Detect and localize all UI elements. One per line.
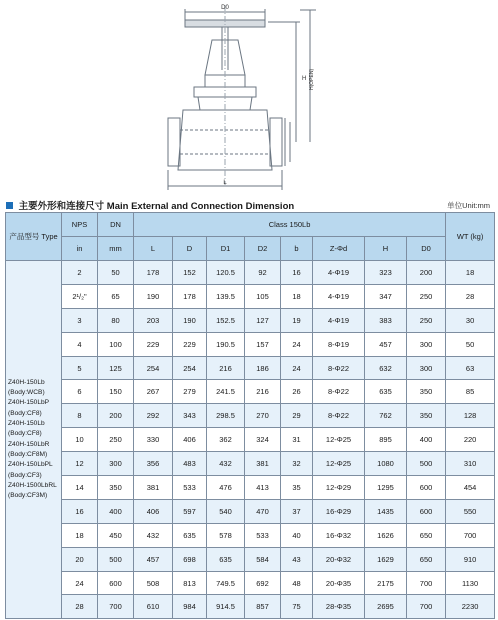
table-cell: 100 — [98, 332, 134, 356]
table-cell: 650 — [407, 523, 446, 547]
table-cell: 254 — [134, 356, 173, 380]
table-cell: 610 — [134, 595, 173, 619]
table-cell: 356 — [134, 452, 173, 476]
table-cell: 128 — [446, 404, 495, 428]
table-cell: 362 — [207, 428, 245, 452]
table-cell: 4 — [62, 332, 98, 356]
table-cell: 635 — [207, 547, 245, 571]
table-cell: 229 — [134, 332, 173, 356]
table-cell: 16-Φ32 — [313, 523, 365, 547]
table-cell: 203 — [134, 308, 173, 332]
table-cell: 4-Φ19 — [313, 308, 365, 332]
table-cell: 457 — [365, 332, 407, 356]
table-cell: 150 — [98, 380, 134, 404]
table-cell: 1080 — [365, 452, 407, 476]
table-cell: 533 — [245, 523, 281, 547]
table-cell: 63 — [446, 356, 495, 380]
table-row — [6, 308, 495, 332]
table-cell: 2230 — [446, 595, 495, 619]
table-cell: 381 — [134, 476, 173, 500]
table-cell: 28 — [62, 595, 98, 619]
l-label: L — [223, 180, 227, 186]
table-cell: 216 — [245, 380, 281, 404]
table-cell: 20-Φ32 — [313, 547, 365, 571]
table-row — [6, 523, 495, 547]
table-cell: 152 — [173, 261, 207, 285]
table-cell: 8-Φ22 — [313, 356, 365, 380]
table-cell: 381 — [245, 452, 281, 476]
gate-valve-drawing — [0, 0, 498, 195]
table-cell: 2¹/₂" — [62, 284, 98, 308]
sub-col-header: b — [281, 237, 313, 261]
table-cell: 5 — [62, 356, 98, 380]
table-cell: 178 — [134, 261, 173, 285]
table-cell: 550 — [446, 499, 495, 523]
table-cell: 2175 — [365, 571, 407, 595]
sub-col-header: D2 — [245, 237, 281, 261]
table-cell: 216 — [207, 356, 245, 380]
table-cell: 914.5 — [207, 595, 245, 619]
table-cell: 454 — [446, 476, 495, 500]
table-cell: 48 — [281, 571, 313, 595]
table-cell: 19 — [281, 308, 313, 332]
table-cell: 125 — [98, 356, 134, 380]
table-cell: 584 — [245, 547, 281, 571]
table-cell: 762 — [365, 404, 407, 428]
table-cell: 813 — [173, 571, 207, 595]
table-cell: 200 — [407, 261, 446, 285]
section-title-chinese: 主要外形和连接尺寸 — [18, 201, 105, 212]
type-line: Z40H-150LbP — [8, 399, 50, 407]
table-cell: 700 — [407, 571, 446, 595]
table-cell: 508 — [134, 571, 173, 595]
table-row — [6, 571, 495, 595]
type-line: (Body:CF8) — [8, 430, 42, 438]
table-cell: 31 — [281, 428, 313, 452]
table-row — [6, 261, 495, 285]
table-cell: 270 — [245, 404, 281, 428]
table-cell: 43 — [281, 547, 313, 571]
table-cell: 857 — [245, 595, 281, 619]
table-cell: 12 — [62, 452, 98, 476]
table-cell: 220 — [446, 428, 495, 452]
sub-col-header: H — [365, 237, 407, 261]
table-row — [6, 499, 495, 523]
table-cell: 600 — [407, 476, 446, 500]
sub-col-header: D0 — [407, 237, 446, 261]
table-cell: 635 — [365, 380, 407, 404]
table-cell: 350 — [407, 404, 446, 428]
table-cell: 32 — [281, 452, 313, 476]
table-cell: 310 — [446, 452, 495, 476]
table-cell: 190 — [173, 308, 207, 332]
table-row — [6, 595, 495, 619]
table-cell: 14 — [62, 476, 98, 500]
table-cell: 8-Φ19 — [313, 332, 365, 356]
table-cell: 457 — [134, 547, 173, 571]
type-line: (Body:CF8M) — [8, 450, 48, 458]
type-line: (Body:WCB) — [8, 389, 45, 397]
table-cell: 324 — [245, 428, 281, 452]
header-class: Class 150Lb — [134, 213, 446, 237]
table-cell: 29 — [281, 404, 313, 428]
table-cell: 50 — [446, 332, 495, 356]
table-cell: 190.5 — [207, 332, 245, 356]
table-cell: 984 — [173, 595, 207, 619]
table-cell: 139.5 — [207, 284, 245, 308]
table-cell: 700 — [407, 595, 446, 619]
type-line: Z40H-150LbR — [8, 440, 50, 448]
table-cell: 383 — [365, 308, 407, 332]
type-line: (Body:CF3) — [8, 471, 42, 479]
table-cell: 190 — [134, 284, 173, 308]
header-wt: WT (kg) — [446, 213, 495, 261]
table-cell: 12-Φ29 — [313, 476, 365, 500]
table-cell: 8-Φ22 — [313, 380, 365, 404]
table-cell: 24 — [62, 571, 98, 595]
sub-col-header: D1 — [207, 237, 245, 261]
table-row — [6, 476, 495, 500]
dimension-table — [5, 212, 495, 619]
table-cell: 650 — [407, 547, 446, 571]
table-cell: 6 — [62, 380, 98, 404]
table-cell: 16-Φ29 — [313, 499, 365, 523]
table-cell: 406 — [134, 499, 173, 523]
table-cell: 698 — [173, 547, 207, 571]
table-cell: 50 — [98, 261, 134, 285]
table-cell: 18 — [281, 284, 313, 308]
table-cell: 330 — [134, 428, 173, 452]
table-cell: 292 — [134, 404, 173, 428]
table-row — [6, 380, 495, 404]
table-cell: 16 — [281, 261, 313, 285]
table-row — [6, 332, 495, 356]
table-cell: 1629 — [365, 547, 407, 571]
table-cell: 4-Φ19 — [313, 284, 365, 308]
table-cell: 250 — [98, 428, 134, 452]
table-cell: 533 — [173, 476, 207, 500]
table-cell: 323 — [365, 261, 407, 285]
table-cell: 895 — [365, 428, 407, 452]
table-cell: 16 — [62, 499, 98, 523]
type-line: Z40H-150LbPL — [8, 461, 53, 469]
table-cell: 300 — [98, 452, 134, 476]
table-cell: 8 — [62, 404, 98, 428]
table-cell: 500 — [407, 452, 446, 476]
table-cell: 300 — [407, 356, 446, 380]
table-cell: 500 — [98, 547, 134, 571]
table-cell: 413 — [245, 476, 281, 500]
table-cell: 12-Φ25 — [313, 452, 365, 476]
table-cell: 692 — [245, 571, 281, 595]
table-row — [6, 356, 495, 380]
table-cell: 279 — [173, 380, 207, 404]
table-cell: 10 — [62, 428, 98, 452]
table-cell: 483 — [173, 452, 207, 476]
table-cell: 450 — [98, 523, 134, 547]
table-cell: 120.5 — [207, 261, 245, 285]
table-cell: 2695 — [365, 595, 407, 619]
subheader-row — [6, 237, 495, 261]
table-cell: 2 — [62, 261, 98, 285]
table-cell: 350 — [98, 476, 134, 500]
table-cell: 406 — [173, 428, 207, 452]
table-cell: 28-Φ35 — [313, 595, 365, 619]
table-cell: 1295 — [365, 476, 407, 500]
table-cell: 65 — [98, 284, 134, 308]
table-cell: 600 — [407, 499, 446, 523]
table-cell: 92 — [245, 261, 281, 285]
table-cell: 1435 — [365, 499, 407, 523]
type-line: Z40H-1500LbRL — [8, 481, 57, 489]
table-cell: 749.5 — [207, 571, 245, 595]
table-cell: 350 — [407, 380, 446, 404]
table-cell: 1130 — [446, 571, 495, 595]
table-cell: 250 — [407, 308, 446, 332]
table-row — [6, 547, 495, 571]
table-cell: 229 — [173, 332, 207, 356]
sub-col-header: L — [134, 237, 173, 261]
table-cell: 157 — [245, 332, 281, 356]
table-cell: 178 — [173, 284, 207, 308]
unit-label: 单位Unit:mm — [447, 201, 490, 210]
table-cell: 432 — [207, 452, 245, 476]
section-title — [6, 198, 492, 212]
table-cell: 476 — [207, 476, 245, 500]
table-cell: 632 — [365, 356, 407, 380]
table-cell: 540 — [207, 499, 245, 523]
sub-dn: mm — [98, 237, 134, 261]
table-cell: 28 — [446, 284, 495, 308]
table-row — [6, 452, 495, 476]
type-line: Z40H-150Lb — [8, 378, 45, 386]
table-cell: 254 — [173, 356, 207, 380]
table-cell: 186 — [245, 356, 281, 380]
header-nps: NPS — [62, 213, 98, 237]
table-cell: 127 — [245, 308, 281, 332]
header-dn: DN — [98, 213, 134, 237]
table-cell: 75 — [281, 595, 313, 619]
table-cell: 400 — [407, 428, 446, 452]
table-cell: 18 — [62, 523, 98, 547]
table-cell: 597 — [173, 499, 207, 523]
table-cell: 250 — [407, 284, 446, 308]
table-cell: 300 — [407, 332, 446, 356]
table-cell: 700 — [446, 523, 495, 547]
table-cell: 910 — [446, 547, 495, 571]
table-cell: 26 — [281, 380, 313, 404]
table-cell: 24 — [281, 356, 313, 380]
table-cell: 35 — [281, 476, 313, 500]
table-cell: 343 — [173, 404, 207, 428]
table-cell: 20 — [62, 547, 98, 571]
table-cell: 635 — [173, 523, 207, 547]
type-line: Z40H-150Lb — [8, 420, 45, 428]
table-cell: 700 — [98, 595, 134, 619]
table-cell: 24 — [281, 332, 313, 356]
table-cell: 80 — [98, 308, 134, 332]
table-cell: 37 — [281, 499, 313, 523]
table-cell: 267 — [134, 380, 173, 404]
type-cell — [6, 261, 62, 619]
table-cell: 298.5 — [207, 404, 245, 428]
table-cell: 1626 — [365, 523, 407, 547]
table-cell: 30 — [446, 308, 495, 332]
type-line: (Body:CF3M) — [8, 492, 48, 500]
table-cell: 200 — [98, 404, 134, 428]
table-cell: 152.5 — [207, 308, 245, 332]
table-cell: 20-Φ35 — [313, 571, 365, 595]
h-open-label: H(OPEN) — [309, 68, 315, 90]
table-cell: 241.5 — [207, 380, 245, 404]
h-label: H — [302, 76, 307, 82]
table-cell: 85 — [446, 380, 495, 404]
table-row — [6, 428, 495, 452]
table-cell: 8-Φ22 — [313, 404, 365, 428]
type-line: (Body:CF8) — [8, 409, 42, 417]
table-row — [6, 404, 495, 428]
table-cell: 400 — [98, 499, 134, 523]
section-title-english: Main External and Connection Dimension — [106, 201, 295, 212]
table-cell: 470 — [245, 499, 281, 523]
table-cell: 18 — [446, 261, 495, 285]
sub-nps: in — [62, 237, 98, 261]
table-cell: 4-Φ19 — [313, 261, 365, 285]
table-cell: 12-Φ25 — [313, 428, 365, 452]
header-type: 产品型号 Type — [6, 213, 62, 261]
table-cell: 600 — [98, 571, 134, 595]
table-cell: 105 — [245, 284, 281, 308]
table-cell: 432 — [134, 523, 173, 547]
table-cell: 578 — [207, 523, 245, 547]
sub-col-header: Z-Φd — [313, 237, 365, 261]
d0-label: D0 — [221, 5, 229, 11]
section-marker — [6, 202, 13, 209]
sub-col-header: D — [173, 237, 207, 261]
table-row — [6, 284, 495, 308]
table-cell: 3 — [62, 308, 98, 332]
table-cell: 347 — [365, 284, 407, 308]
table-cell: 40 — [281, 523, 313, 547]
